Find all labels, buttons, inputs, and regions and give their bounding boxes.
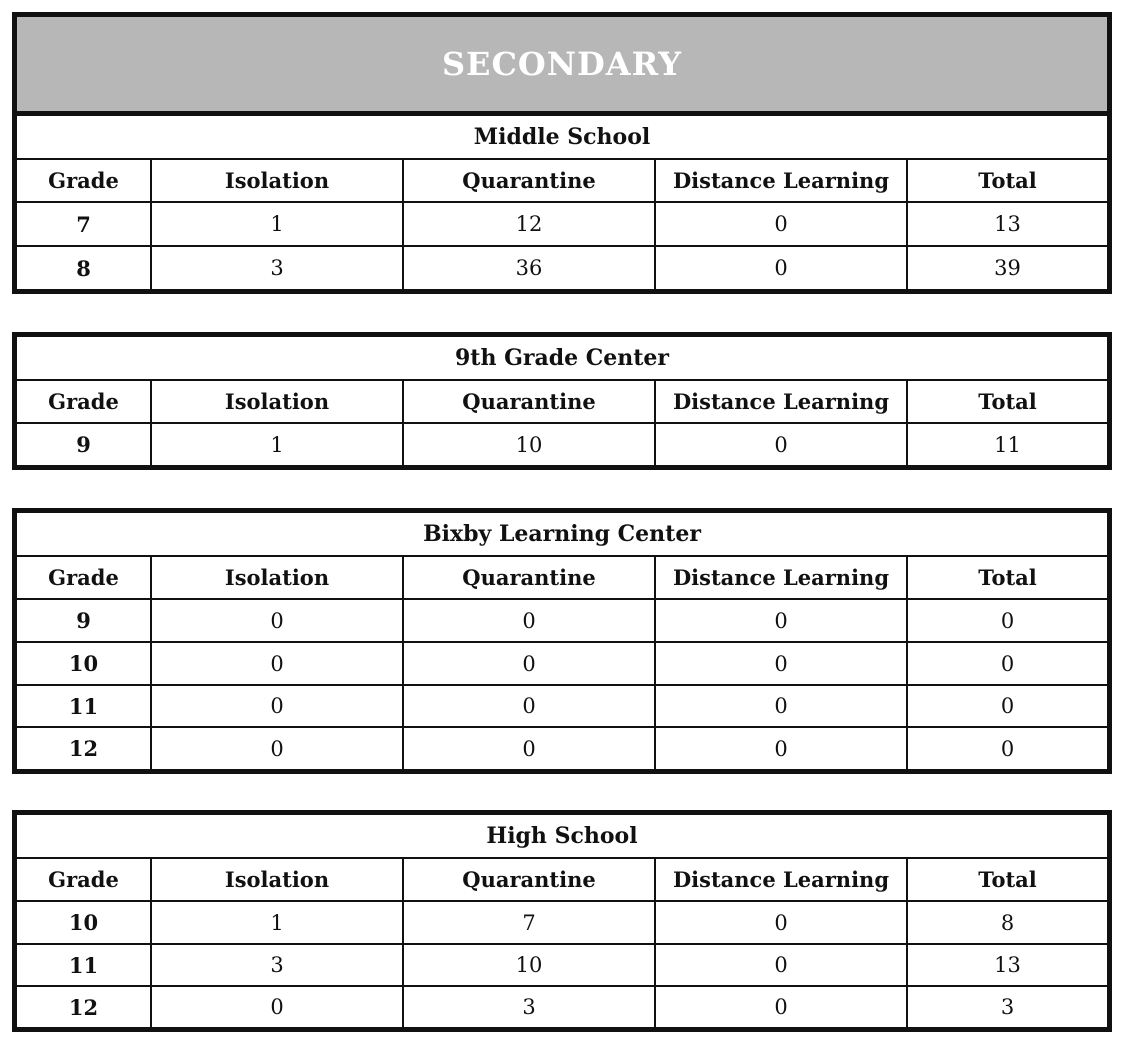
section-title: Middle School <box>17 116 1107 159</box>
grade-cell: 9 <box>17 599 151 642</box>
isolation-cell: 1 <box>151 202 403 246</box>
isolation-cell: 3 <box>151 246 403 289</box>
column-header-total: Total <box>907 159 1107 202</box>
column-header-distance-learning: Distance Learning <box>655 380 907 423</box>
total-cell: 11 <box>907 423 1107 465</box>
column-header-grade: Grade <box>17 159 151 202</box>
column-header-grade: Grade <box>17 556 151 599</box>
table-row <box>17 944 1107 986</box>
total-cell: 39 <box>907 246 1107 289</box>
isolation-cell: 0 <box>151 685 403 727</box>
grade-cell: 8 <box>17 246 151 289</box>
column-header-quarantine: Quarantine <box>403 380 655 423</box>
distance-learning-cell: 0 <box>655 685 907 727</box>
quarantine-cell: 36 <box>403 246 655 289</box>
total-cell: 13 <box>907 944 1107 986</box>
column-header-isolation: Isolation <box>151 380 403 423</box>
distance-learning-cell: 0 <box>655 246 907 289</box>
column-header-quarantine: Quarantine <box>403 159 655 202</box>
isolation-cell: 0 <box>151 599 403 642</box>
column-header-distance-learning: Distance Learning <box>655 159 907 202</box>
total-cell: 0 <box>907 685 1107 727</box>
table-row <box>17 599 1107 642</box>
column-header-total: Total <box>907 858 1107 901</box>
middle-school-block <box>12 12 1112 294</box>
table-row <box>17 202 1107 246</box>
distance-learning-cell: 0 <box>655 986 907 1027</box>
column-header-distance-learning: Distance Learning <box>655 556 907 599</box>
quarantine-cell: 7 <box>403 901 655 944</box>
distance-learning-cell: 0 <box>655 944 907 986</box>
total-cell: 8 <box>907 901 1107 944</box>
table-row <box>17 727 1107 769</box>
high-school-block <box>12 810 1112 1032</box>
distance-learning-cell: 0 <box>655 423 907 465</box>
bixby-learning-center-block <box>12 508 1112 774</box>
section-title: 9th Grade Center <box>17 337 1107 380</box>
secondary-banner: SECONDARY <box>17 17 1107 116</box>
column-header-total: Total <box>907 380 1107 423</box>
quarantine-cell: 0 <box>403 599 655 642</box>
column-header-distance-learning: Distance Learning <box>655 858 907 901</box>
high-school-table <box>17 815 1107 1027</box>
quarantine-cell: 10 <box>403 944 655 986</box>
column-header-isolation: Isolation <box>151 159 403 202</box>
isolation-cell: 3 <box>151 944 403 986</box>
distance-learning-cell: 0 <box>655 901 907 944</box>
bixby-learning-center-table <box>17 513 1107 769</box>
distance-learning-cell: 0 <box>655 599 907 642</box>
total-cell: 0 <box>907 599 1107 642</box>
distance-learning-cell: 0 <box>655 727 907 769</box>
grade-cell: 10 <box>17 901 151 944</box>
grade-cell: 12 <box>17 986 151 1027</box>
middle-school-table <box>17 116 1107 289</box>
grade-cell: 9 <box>17 423 151 465</box>
section-title: High School <box>17 815 1107 858</box>
column-header-isolation: Isolation <box>151 556 403 599</box>
isolation-cell: 0 <box>151 642 403 685</box>
column-header-grade: Grade <box>17 858 151 901</box>
table-row <box>17 986 1107 1027</box>
isolation-cell: 1 <box>151 423 403 465</box>
grade-cell: 10 <box>17 642 151 685</box>
quarantine-cell: 3 <box>403 986 655 1027</box>
isolation-cell: 0 <box>151 727 403 769</box>
total-cell: 13 <box>907 202 1107 246</box>
column-header-total: Total <box>907 556 1107 599</box>
quarantine-cell: 0 <box>403 642 655 685</box>
total-cell: 0 <box>907 642 1107 685</box>
table-row <box>17 246 1107 289</box>
table-row <box>17 901 1107 944</box>
column-header-grade: Grade <box>17 380 151 423</box>
total-cell: 3 <box>907 986 1107 1027</box>
isolation-cell: 1 <box>151 901 403 944</box>
grade-cell: 7 <box>17 202 151 246</box>
table-row <box>17 642 1107 685</box>
distance-learning-cell: 0 <box>655 642 907 685</box>
table-row <box>17 423 1107 465</box>
quarantine-cell: 10 <box>403 423 655 465</box>
quarantine-cell: 0 <box>403 727 655 769</box>
column-header-quarantine: Quarantine <box>403 556 655 599</box>
distance-learning-cell: 0 <box>655 202 907 246</box>
table-row <box>17 685 1107 727</box>
quarantine-cell: 0 <box>403 685 655 727</box>
column-header-isolation: Isolation <box>151 858 403 901</box>
ninth-grade-center-block <box>12 332 1112 470</box>
isolation-cell: 0 <box>151 986 403 1027</box>
grade-cell: 12 <box>17 727 151 769</box>
grade-cell: 11 <box>17 944 151 986</box>
total-cell: 0 <box>907 727 1107 769</box>
section-title: Bixby Learning Center <box>17 513 1107 556</box>
grade-cell: 11 <box>17 685 151 727</box>
ninth-grade-center-table <box>17 337 1107 465</box>
quarantine-cell: 12 <box>403 202 655 246</box>
column-header-quarantine: Quarantine <box>403 858 655 901</box>
